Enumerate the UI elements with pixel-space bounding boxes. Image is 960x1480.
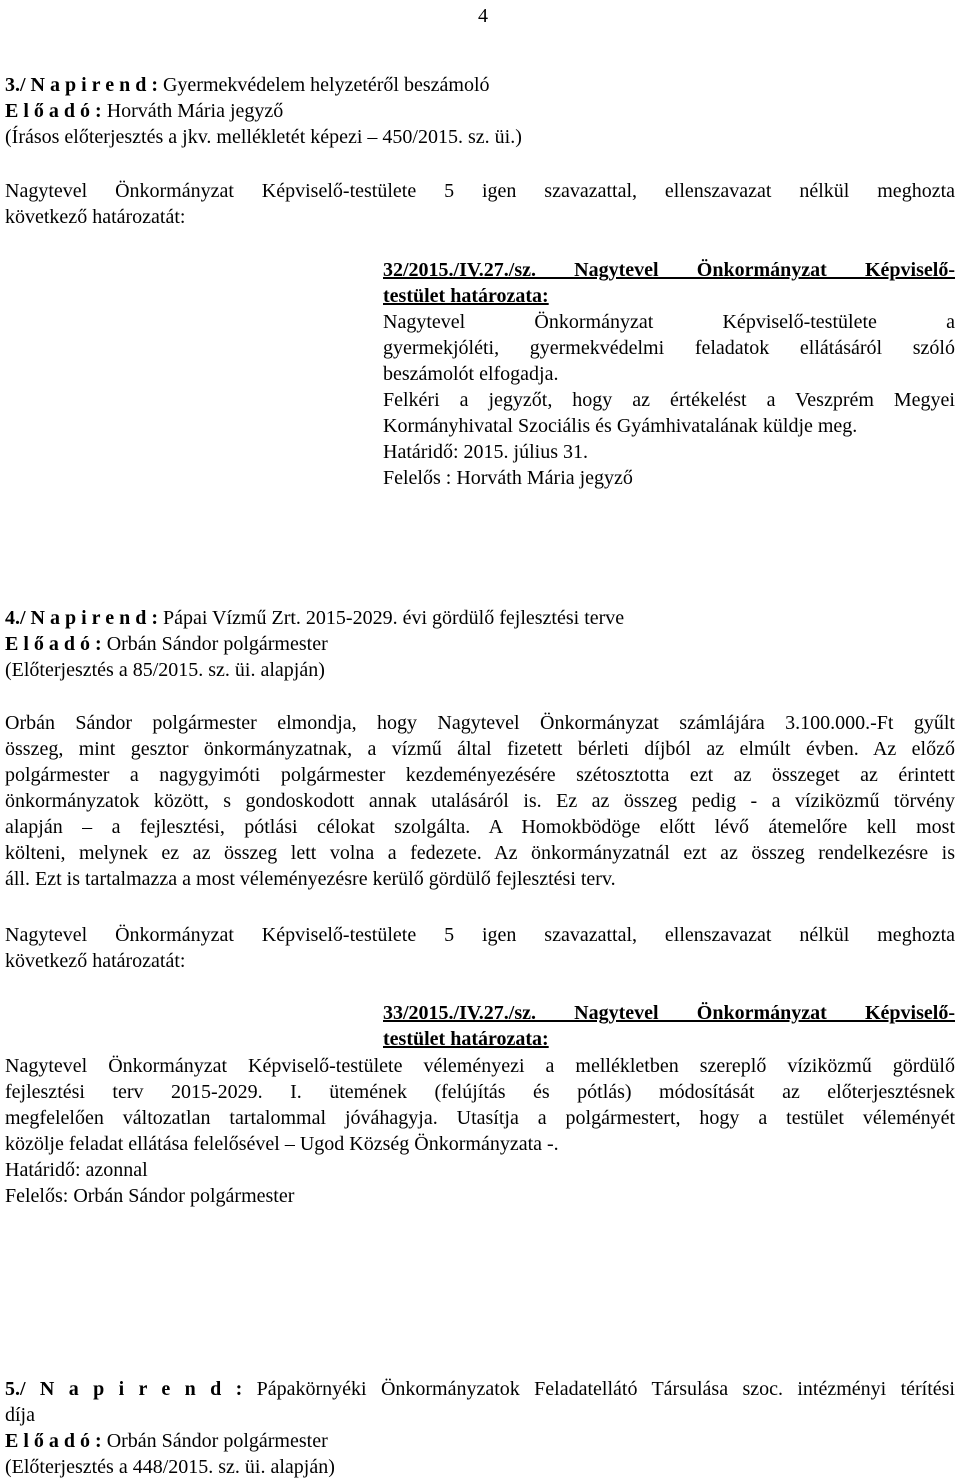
resolution-text: Nagytevel Önkormányzat Képviselő-testülete véleményezi a mellékletben szereplő víziközmű gördülő bbox=[5, 1055, 955, 1077]
presenter-label: E l ő a d ó : bbox=[5, 1430, 102, 1452]
presenter-line bbox=[5, 98, 955, 124]
paragraph-line: költeni, melynek ez az összeg lett volna a fedezete. Az önkormányzatnál ezt az összeg rendelkezésre is bbox=[5, 842, 955, 864]
agenda-label: 4./ N a p i r e n d : bbox=[5, 607, 158, 629]
agenda-topic: Pápakörnyéki Önkormányzatok Feladatellátó Társulása szoc. intézményi térítési bbox=[242, 1378, 955, 1400]
resolution-33-body bbox=[5, 1053, 955, 1209]
mayor-statement bbox=[5, 710, 955, 892]
presenter-name: Horváth Mária jegyző bbox=[101, 100, 284, 122]
vote-line: Nagytevel Önkormányzat Képviselő-testülete 5 igen szavazattal, ellenszavazat nélkül meghozta bbox=[5, 924, 955, 946]
agenda-label: 3./ N a p i r e n d : bbox=[5, 74, 158, 96]
resolution-text: megfelelően változatlan tartalommal jóváhagyja. Utasítja a polgármestert, hogy a testület véleményét bbox=[5, 1107, 955, 1129]
resolution-heading: 32/2015./IV.27./sz. Nagytevel Önkormányzat Képviselő- bbox=[383, 259, 955, 281]
presenter-label: E l ő a d ó : bbox=[5, 100, 102, 122]
vote-statement-3 bbox=[5, 178, 955, 230]
presenter-name: Orbán Sándor polgármester bbox=[101, 1430, 328, 1452]
presenter-name: Orbán Sándor polgármester bbox=[101, 633, 328, 655]
agenda-topic-continued: díja bbox=[5, 1404, 35, 1426]
agenda-label: 5./ N a p i r e n d : bbox=[5, 1378, 243, 1400]
vote-line: következő határozatát: bbox=[5, 950, 186, 972]
agenda-title bbox=[5, 1376, 955, 1402]
attachment-note: (Előterjesztés a 448/2015. sz. üi. alapján) bbox=[5, 1456, 335, 1478]
resolution-text: fejlesztési terv 2015-2029. I. ütemének (felújítás és pótlás) módosítását az előterjesztésnek bbox=[5, 1081, 955, 1103]
deadline: Határidő: 2015. július 31. bbox=[383, 441, 588, 463]
agenda-title bbox=[5, 72, 955, 98]
resolution-33-heading bbox=[383, 1000, 955, 1052]
presenter-label: E l ő a d ó : bbox=[5, 633, 102, 655]
presenter-line bbox=[5, 631, 955, 657]
paragraph-line: polgármester a nagygyimóti polgármester kezdeményezésére szétosztotta ezt az összeget az érintett bbox=[5, 764, 955, 786]
resolution-heading: 33/2015./IV.27./sz. Nagytevel Önkormányzat Képviselő- bbox=[383, 1002, 955, 1024]
attachment-note: (Írásos előterjesztés a jkv. mellékletét képezi – 450/2015. sz. üi.) bbox=[5, 126, 522, 148]
agenda-topic: Pápai Vízmű Zrt. 2015-2029. évi gördülő fejlesztési terve bbox=[157, 607, 625, 629]
resolution-text: gyermekjóléti, gyermekvédelmi feladatok ellátásáról szóló bbox=[383, 337, 955, 359]
responsible: Felelős: Orbán Sándor polgármester bbox=[5, 1185, 295, 1207]
page-number: 4 bbox=[478, 5, 488, 27]
paragraph-line: alapján – a fejlesztési, pótlási célokat szolgálta. A Homokbödöge előtt lévő átemelőre kell most bbox=[5, 816, 955, 838]
resolution-heading: testület határozata: bbox=[383, 1028, 549, 1050]
responsible: Felelős : Horváth Mária jegyző bbox=[383, 467, 633, 489]
agenda-title bbox=[5, 605, 955, 631]
resolution-32 bbox=[383, 257, 955, 491]
paragraph-line: áll. Ezt is tartalmazza a most véleményezésre kerülő gördülő fejlesztési terv. bbox=[5, 868, 616, 890]
vote-statement-4 bbox=[5, 922, 955, 974]
paragraph-line: összeg, mint gesztor önkormányzatnak, a vízmű által fizetett bérleti díjból az elmúlt évben. Az előző bbox=[5, 738, 955, 760]
agenda-item-4 bbox=[5, 605, 955, 683]
presenter-line bbox=[5, 1428, 955, 1454]
resolution-text: Felkéri a jegyzőt, hogy az értékelést a Veszprém Megyei bbox=[383, 389, 955, 411]
attachment-note: (Előterjesztés a 85/2015. sz. üi. alapján) bbox=[5, 659, 325, 681]
agenda-item-3 bbox=[5, 72, 955, 150]
paragraph-line: önkormányzatok között, s gondoskodott annak utalásáról is. Ez az összeg pedig - a víziközmű törvény bbox=[5, 790, 955, 812]
deadline: Határidő: azonnal bbox=[5, 1159, 148, 1181]
resolution-heading: testület határozata: bbox=[383, 285, 549, 307]
paragraph-line: Orbán Sándor polgármester elmondja, hogy Nagytevel Önkormányzat számlájára 3.100.000.-Ft gyűlt bbox=[5, 712, 955, 734]
vote-line: Nagytevel Önkormányzat Képviselő-testülete 5 igen szavazattal, ellenszavazat nélkül meghozta bbox=[5, 180, 955, 202]
resolution-text: beszámolót elfogadja. bbox=[383, 363, 559, 385]
agenda-item-5 bbox=[5, 1376, 955, 1480]
vote-line: következő határozatát: bbox=[5, 206, 186, 228]
resolution-text: közölje feladat ellátása felelősével – Ugod Község Önkormányzata -. bbox=[5, 1133, 559, 1155]
resolution-text: Nagytevel Önkormányzat Képviselő-testülete a bbox=[383, 311, 955, 333]
resolution-text: Kormányhivatal Szociális és Gyámhivatalának küldje meg. bbox=[383, 415, 858, 437]
agenda-topic: Gyermekvédelem helyzetéről beszámoló bbox=[157, 74, 490, 96]
